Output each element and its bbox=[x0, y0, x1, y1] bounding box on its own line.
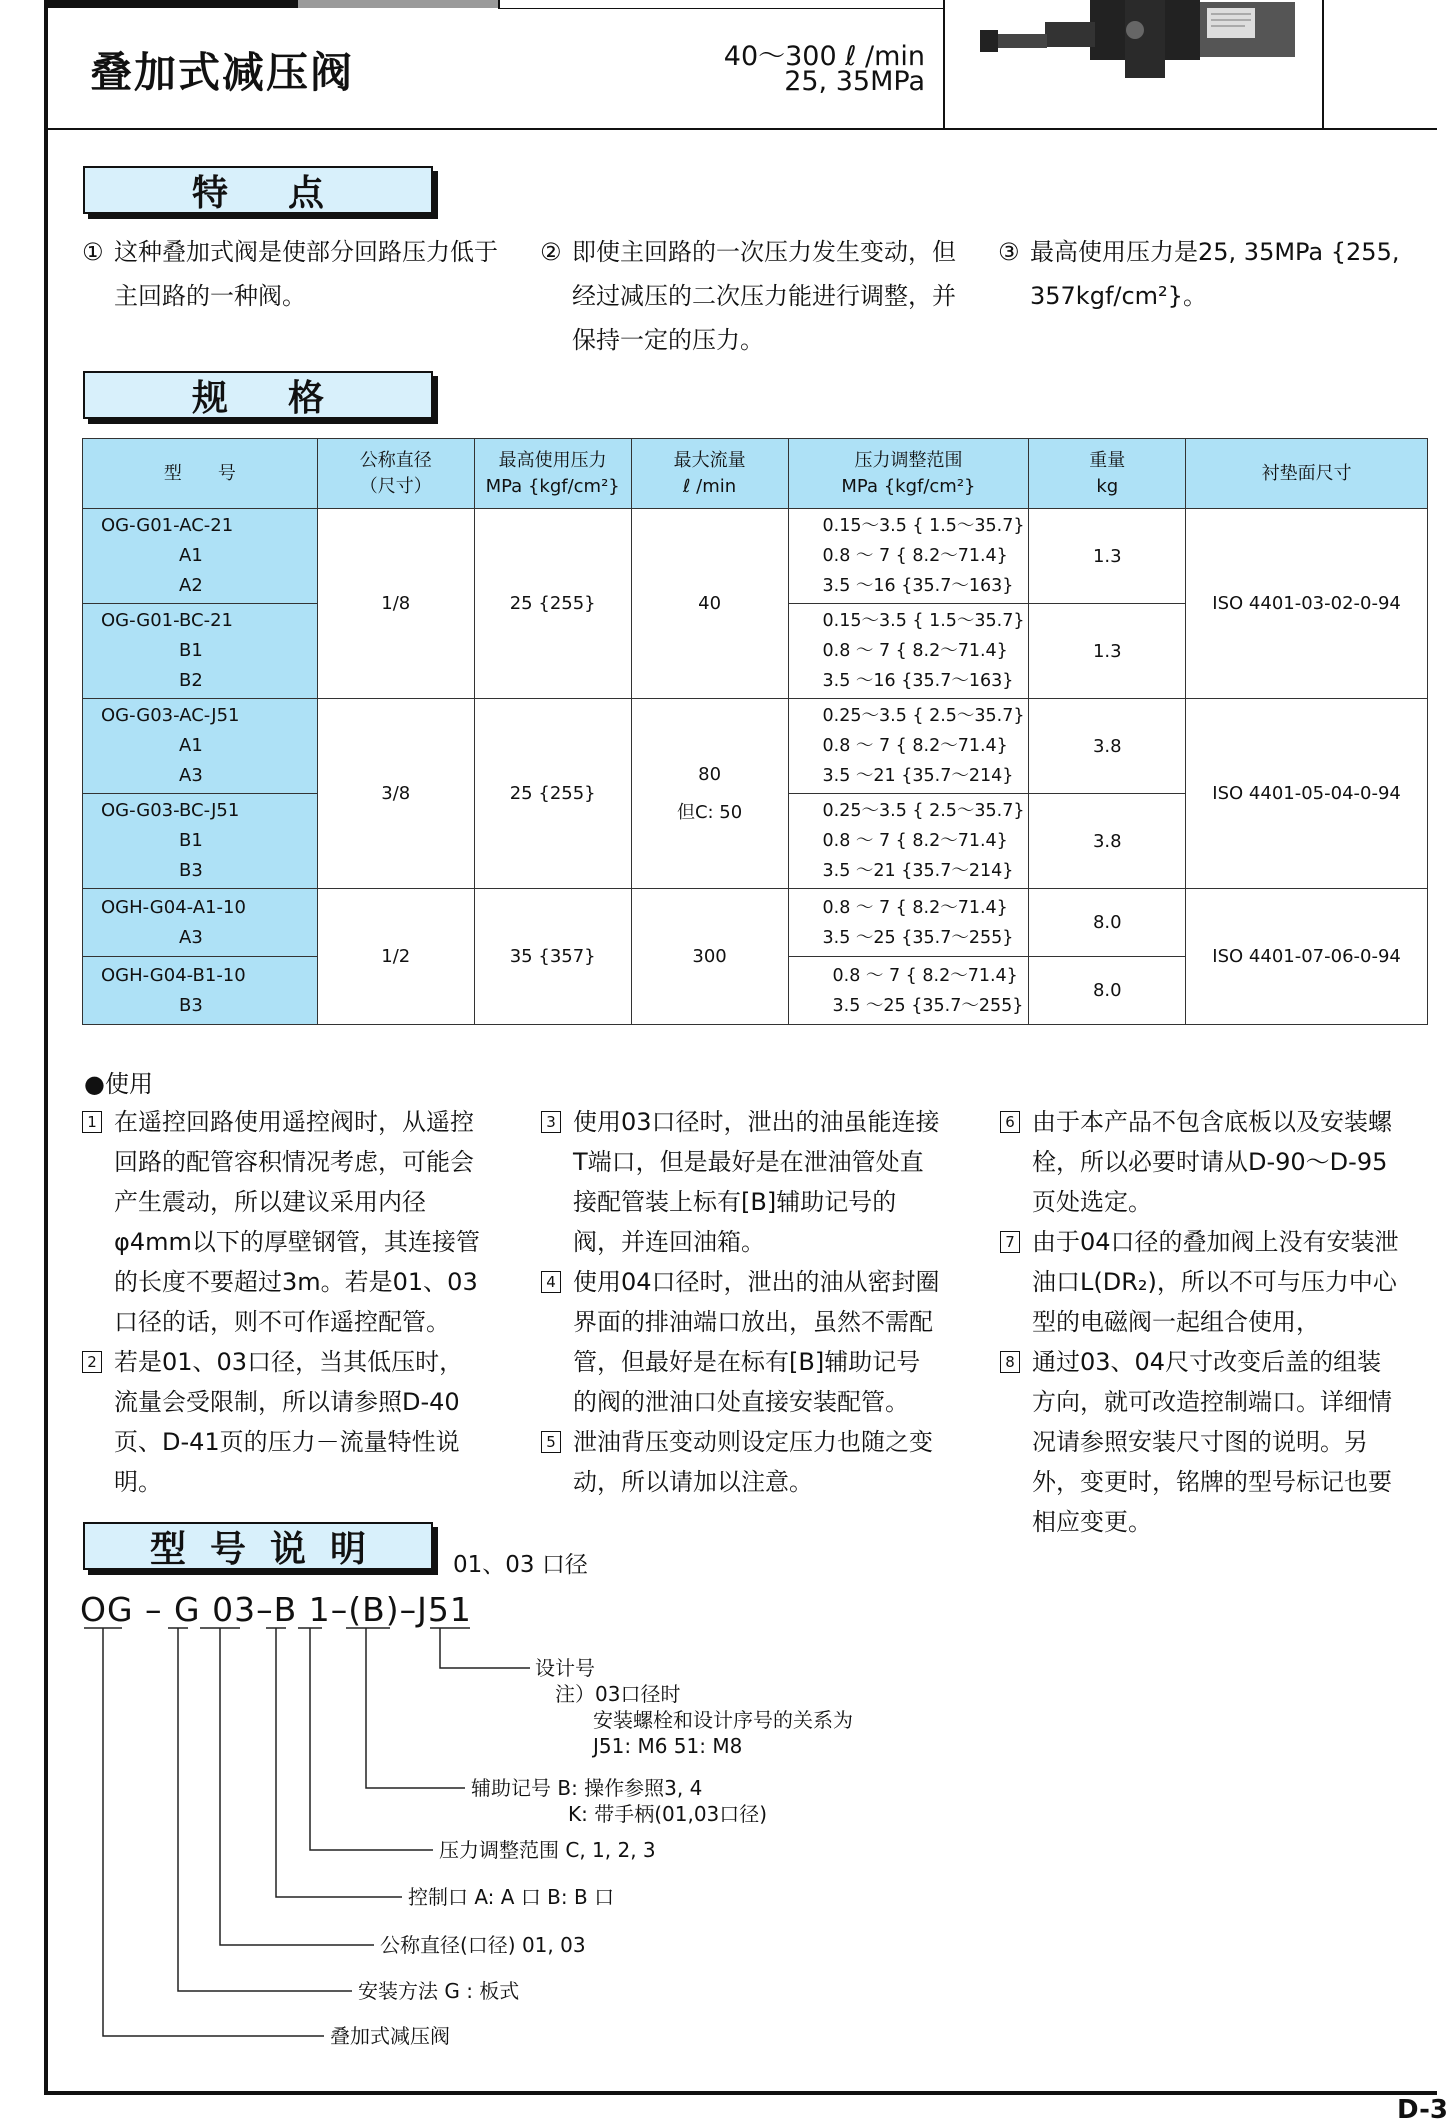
gasket-cell: ISO 4401-03-02-0-94 bbox=[1186, 509, 1428, 699]
max-pressure-cell: 25 {255} bbox=[474, 699, 631, 889]
size-cell: 1/2 bbox=[317, 889, 474, 1025]
model-explain-note: 01、03 口径 bbox=[453, 1552, 588, 1578]
weight-cell: 3.8 bbox=[1029, 699, 1186, 794]
weight-cell: 1.3 bbox=[1029, 604, 1186, 699]
diagram-label-control-port: 控制口 A: A 口 B: B 口 bbox=[408, 1885, 615, 1909]
usage-item: 3 使用03口径时，泄出的油虽能连接T端口，但是最好是在泄油管处直接配管装上标有[B]辅助记号的阀，并连回油箱。 bbox=[541, 1102, 941, 1262]
model-code: OG – G 03–B 1–(B)–J51 bbox=[80, 1590, 472, 1629]
diagram-label-design: 设计号 注）03口径时 安装螺栓和设计序号的关系为 J51: M6 51: M8 bbox=[535, 1656, 853, 1758]
max-flow-cell: 80 但C: 50 bbox=[631, 699, 788, 889]
range-cell: 0.8 ～ 7 { 8.2～71.4} 3.5 ～25 {35.7～255} bbox=[788, 889, 1029, 957]
usage-item: 8 通过03、04尺寸改变后盖的组装方向，就可改造控制端口。详细情况请参照安装尺寸图的说明。另外，变更时，铭牌的型号标记也要相应变更。 bbox=[1000, 1342, 1400, 1542]
weight-cell: 1.3 bbox=[1029, 509, 1186, 604]
model-cell: OG-G03-AC-J51 A1 A3 bbox=[83, 699, 318, 794]
usage-item: 4 使用04口径时，泄出的油从密封圈界面的排油端口放出，虽然不需配管，但最好是在标有[B]辅助记号的阀的泄油口处直接安装配管。 bbox=[541, 1262, 941, 1422]
usage-item: 5 泄油背压变动则设定压力也随之变动，所以请加以注意。 bbox=[541, 1422, 941, 1502]
gasket-cell: ISO 4401-07-06-0-94 bbox=[1186, 889, 1428, 1025]
feature-item: ③ 最高使用压力是25, 35MPa {255, 357kgf/cm²}。 bbox=[998, 238, 1400, 310]
size-cell: 3/8 bbox=[317, 699, 474, 889]
max-pressure-cell: 25 {255} bbox=[474, 509, 631, 699]
range-cell: 0.25～3.5 { 2.5～35.7} 0.8 ～ 7 { 8.2～71.4} 3.5 ～21 {35.7～214} bbox=[788, 794, 1029, 889]
header-pressure-range: 25, 35MPa bbox=[784, 66, 925, 97]
usage-item: 7 由于04口径的叠加阀上没有安装泄油口L(DR₂)，所以不可与压力中心型的电磁阀一起组合使用， bbox=[1000, 1222, 1400, 1342]
model-cell: OG-G03-BC-J51 B1 B3 bbox=[83, 794, 318, 889]
col-header-gasket: 衬垫面尺寸 bbox=[1186, 439, 1428, 509]
page-number: D-3 bbox=[1397, 2095, 1448, 2125]
feature-item: ② 即使主回路的一次压力发生变动，但经过减压的二次压力能进行调整，并保持一定的压力。 bbox=[540, 238, 956, 354]
weight-cell: 8.0 bbox=[1029, 957, 1186, 1025]
col-header-max-flow: 最大流量 ℓ /min bbox=[631, 439, 788, 509]
page-title: 叠加式减压阀 bbox=[90, 48, 355, 97]
feature-item: ① 这种叠加式阀是使部分回路压力低于主回路的一种阀。 bbox=[82, 238, 498, 310]
diagram-label-pressure-range: 压力调整范围 C, 1, 2, 3 bbox=[439, 1838, 656, 1862]
size-cell: 1/8 bbox=[317, 509, 474, 699]
specs-heading: 规格 bbox=[83, 371, 433, 419]
model-explain-heading: 型号说明 bbox=[83, 1522, 433, 1570]
model-cell: OGH-G04-A1-10 A3 bbox=[83, 889, 318, 957]
col-header-max-pressure: 最高使用压力 MPa {kgf/cm²} bbox=[474, 439, 631, 509]
usage-item: 1 在遥控回路使用遥控阀时，从遥控回路的配管容积情况考虑，可能会产生震动，所以建议采用内径φ4mm以下的厚壁钢管，其连接管的长度不要超过3m。若是01、03口径的话，则不可作遥控配管。 bbox=[82, 1102, 482, 1342]
max-pressure-cell: 35 {357} bbox=[474, 889, 631, 1025]
usage-item: 6 由于本产品不包含底板以及安装螺栓，所以必要时请从D-90～D-95页处选定。 bbox=[1000, 1102, 1400, 1222]
diagram-label-valve-type: 叠加式减压阀 bbox=[330, 2024, 450, 2048]
weight-cell: 3.8 bbox=[1029, 794, 1186, 889]
usage-title: ●使用 bbox=[84, 1070, 153, 1098]
col-header-size: 公称直径 （尺寸） bbox=[317, 439, 474, 509]
col-header-pressure-range: 压力调整范围 MPa {kgf/cm²} bbox=[788, 439, 1029, 509]
diagram-label-nominal-size: 公称直径(口径) 01, 03 bbox=[380, 1933, 586, 1957]
model-cell: OG-G01-BC-21 B1 B2 bbox=[83, 604, 318, 699]
header-flow-range: 40～300 ℓ /min bbox=[723, 41, 925, 72]
gasket-cell: ISO 4401-05-04-0-94 bbox=[1186, 699, 1428, 889]
diagram-label-aux: 辅助记号 B: 操作参照3, 4 K: 带手柄(01,03口径) bbox=[471, 1776, 768, 1826]
range-cell: 0.8 ～ 7 { 8.2～71.4} 3.5 ～25 {35.7～255} bbox=[788, 957, 1029, 1025]
diagram-label-mounting: 安装方法 G : 板式 bbox=[358, 1979, 520, 2003]
max-flow-cell: 300 bbox=[631, 889, 788, 1025]
model-cell: OGH-G04-B1-10 B3 bbox=[83, 957, 318, 1025]
range-cell: 0.15～3.5 { 1.5～35.7} 0.8 ～ 7 { 8.2～71.4} 3.5 ～16 {35.7～163} bbox=[788, 509, 1029, 604]
model-cell: OG-G01-AC-21 A1 A2 bbox=[83, 509, 318, 604]
max-flow-cell: 40 bbox=[631, 509, 788, 699]
range-cell: 0.15～3.5 { 1.5～35.7} 0.8 ～ 7 { 8.2～71.4} 3.5 ～16 {35.7～163} bbox=[788, 604, 1029, 699]
page-frame-bottom bbox=[44, 2091, 1437, 2095]
usage-item: 2 若是01、03口径，当其低压时，流量会受限制，所以请参照D-40页、D-41页的压力－流量特性说明。 bbox=[82, 1342, 482, 1502]
range-cell: 0.25～3.5 { 2.5～35.7} 0.8 ～ 7 { 8.2～71.4} 3.5 ～21 {35.7～214} bbox=[788, 699, 1029, 794]
col-header-model: 型 号 bbox=[83, 439, 318, 509]
weight-cell: 8.0 bbox=[1029, 889, 1186, 957]
col-header-weight: 重量 kg bbox=[1029, 439, 1186, 509]
features-heading: 特点 bbox=[83, 166, 433, 214]
